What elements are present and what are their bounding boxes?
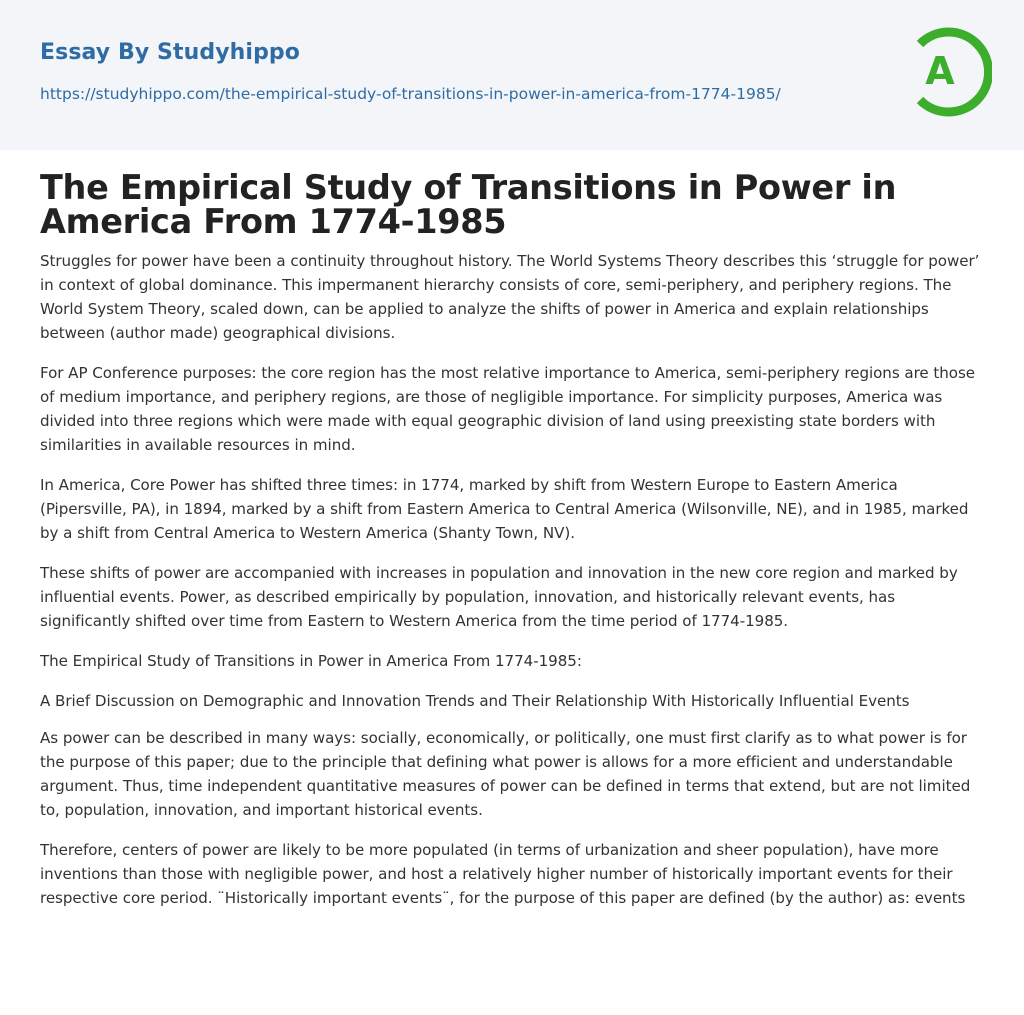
essay-paragraph: For AP Conference purposes: the core region has the most relative importance to America, semi-periphery regions are those of medium importance, and periphery regions, are those of negligible importance. For simplicity purposes, America was divided into three regions which were made with equal geographic division of land using preexisting state borders with similarities in available resources in mind. bbox=[40, 364, 976, 454]
section-heading: The Empirical Study of Transitions in Power in America From 1774-1985: bbox=[40, 652, 582, 670]
essay-paragraph: Therefore, centers of power are likely to be more populated (in terms of urbanization and sheer population), have more inventions than those with negligible power, and host a relatively higher number of historically important events for their respective core period. ¨Historically important events¨, for the purpose of this paper are defined (by the author) as: events bbox=[40, 841, 966, 907]
essay-paragraph: As power can be described in many ways: socially, economically, or politically, one must first clarify as to what power is for the purpose of this paper; due to the principle that defining what power is allows for a more efficient and understandable argument. Thus, time independent quantitative measures of power can be defined in terms that extend, but are not limited to, population, innovation, and important historical events. bbox=[40, 729, 971, 819]
section-subheading: A Brief Discussion on Demographic and Innovation Trends and Their Relationship With Historically Influential Events bbox=[40, 692, 910, 710]
essay-paragraph: In America, Core Power has shifted three times: in 1774, marked by shift from Western Europe to Eastern America (Pipersville, PA), in 1894, marked by a shift from Eastern America to Central America (Wilsonville, NE), and in 1985, marked by a shift from Central America to Western America (Shanty Town, NV). bbox=[40, 476, 969, 542]
essay-paragraph: These shifts of power are accompanied with increases in population and innovation in the new core region and marked by influential events. Power, as described empirically by population, innovation, and historically relevant events, has significantly shifted over time from Eastern to Western America from the time period of 1774-1985. bbox=[40, 564, 958, 630]
source-url-link[interactable]: https://studyhippo.com/the-empirical-study-of-transitions-in-power-in-america-from-1774-1985/ bbox=[40, 85, 781, 103]
essay-title: The Empirical Study of Transitions in Power in America From 1774-1985 bbox=[40, 168, 897, 241]
essay-body bbox=[40, 249, 984, 926]
site-brand[interactable]: Essay By Studyhippo bbox=[40, 40, 300, 65]
essay-paragraph: Struggles for power have been a continuity throughout history. The World Systems Theory describes this ‘struggle for power’ in context of global dominance. This impermanent hierarchy consists of core, semi-periphery, and periphery regions. The World System Theory, scaled down, can be applied to analyze the shifts of power in America and explain relationships between (author made) geographical divisions. bbox=[40, 252, 980, 342]
studyhippo-logo-icon[interactable] bbox=[896, 24, 992, 120]
logo-letter: A bbox=[925, 49, 955, 93]
site-header bbox=[0, 0, 1024, 150]
